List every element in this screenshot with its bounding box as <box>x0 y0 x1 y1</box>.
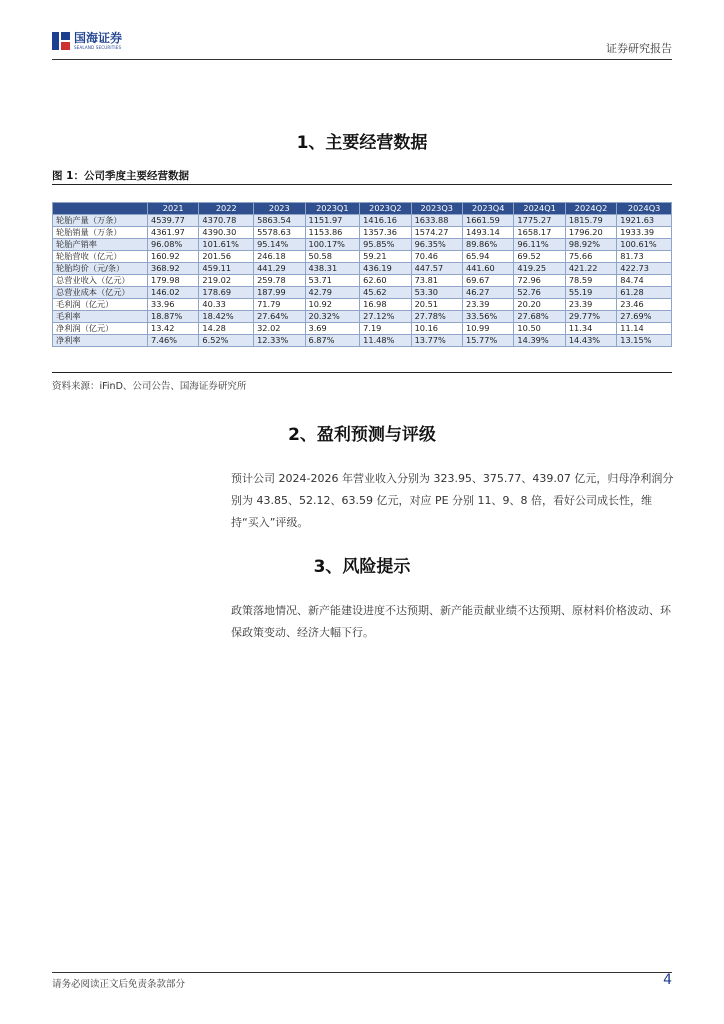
table-cell: 81.73 <box>617 250 672 262</box>
table-cell: 33.56% <box>463 310 514 322</box>
table-cell: 6.52% <box>199 334 254 346</box>
table-cell: 20.51 <box>411 298 462 310</box>
figure-title: 图 1：公司季度主要经营数据 <box>52 170 189 182</box>
table-cell: 4361.97 <box>148 226 199 238</box>
table-cell: 1357.36 <box>360 226 411 238</box>
table-cell: 72.96 <box>514 274 565 286</box>
footer-divider <box>52 972 672 973</box>
table-cell: 3.69 <box>305 322 360 334</box>
table-cell: 11.48% <box>360 334 411 346</box>
operating-data-table-wrap <box>52 202 672 347</box>
figure-bottom-rule <box>52 372 672 373</box>
section-2-paragraph: 预计公司 2024-2026 年营业收入分别为 323.95、375.77、439.07 亿元，归母净利润分别为 43.85、52.12、63.59 亿元，对应 PE 分别 11、9、8 倍，看好公司成长性，维持“买入”评级。 <box>231 472 674 529</box>
table-cell: 40.33 <box>199 298 254 310</box>
table-cell: 70.46 <box>411 250 462 262</box>
table-cell: 14.28 <box>199 322 254 334</box>
section-3-paragraph: 政策落地情况、新产能建设进度不达预期、新产能贡献业绩不达预期、原材料价格波动、环保政策变动、经济大幅下行。 <box>231 604 671 639</box>
table-cell: 53.30 <box>411 286 462 298</box>
table-cell: 96.08% <box>148 238 199 250</box>
table-cell: 100.17% <box>305 238 360 250</box>
row-label-cell: 总营业收入（亿元） <box>53 274 148 286</box>
table-column-header: 2023Q3 <box>411 203 462 215</box>
table-row <box>53 274 672 286</box>
table-cell: 20.32% <box>305 310 360 322</box>
table-cell: 18.87% <box>148 310 199 322</box>
table-cell: 59.21 <box>360 250 411 262</box>
table-cell: 55.19 <box>565 286 616 298</box>
table-cell: 50.58 <box>305 250 360 262</box>
table-cell: 178.69 <box>199 286 254 298</box>
table-row <box>53 250 672 262</box>
table-column-header: 2024Q1 <box>514 203 565 215</box>
table-cell: 95.85% <box>360 238 411 250</box>
table-cell: 419.25 <box>514 262 565 274</box>
table-cell: 6.87% <box>305 334 360 346</box>
table-cell: 23.39 <box>463 298 514 310</box>
table-cell: 246.18 <box>254 250 305 262</box>
table-column-header: 2021 <box>148 203 199 215</box>
table-cell: 12.33% <box>254 334 305 346</box>
table-cell: 11.14 <box>617 322 672 334</box>
table-cell: 95.14% <box>254 238 305 250</box>
table-cell: 1661.59 <box>463 214 514 226</box>
table-cell: 1815.79 <box>565 214 616 226</box>
table-cell: 441.29 <box>254 262 305 274</box>
row-label-cell: 毛利润（亿元） <box>53 298 148 310</box>
table-cell: 1633.88 <box>411 214 462 226</box>
table-cell: 14.39% <box>514 334 565 346</box>
table-cell: 7.19 <box>360 322 411 334</box>
table-cell: 4539.77 <box>148 214 199 226</box>
table-cell: 146.02 <box>148 286 199 298</box>
row-label-cell: 净利率 <box>53 334 148 346</box>
table-row <box>53 298 672 310</box>
row-label-cell: 总营业成本（亿元） <box>53 286 148 298</box>
table-cell: 5578.63 <box>254 226 305 238</box>
row-label-cell: 净利润（亿元） <box>53 322 148 334</box>
table-cell: 13.77% <box>411 334 462 346</box>
table-cell: 179.98 <box>148 274 199 286</box>
table-cell: 98.92% <box>565 238 616 250</box>
table-body <box>53 214 672 346</box>
table-cell: 32.02 <box>254 322 305 334</box>
table-cell: 1151.97 <box>305 214 360 226</box>
table-cell: 421.22 <box>565 262 616 274</box>
table-cell: 27.64% <box>254 310 305 322</box>
table-cell: 23.39 <box>565 298 616 310</box>
table-cell: 1574.27 <box>411 226 462 238</box>
table-cell: 447.57 <box>411 262 462 274</box>
table-cell: 187.99 <box>254 286 305 298</box>
table-cell: 1416.16 <box>360 214 411 226</box>
row-label-cell: 轮胎营收（亿元） <box>53 250 148 262</box>
table-cell: 1658.17 <box>514 226 565 238</box>
row-label-cell: 轮胎产销率 <box>53 238 148 250</box>
table-cell: 101.61% <box>199 238 254 250</box>
table-row <box>53 322 672 334</box>
table-cell: 71.79 <box>254 298 305 310</box>
table-cell: 46.27 <box>463 286 514 298</box>
section-1-title: 1、主要经营数据 <box>296 133 428 153</box>
table-cell: 62.60 <box>360 274 411 286</box>
table-row <box>53 238 672 250</box>
table-row <box>53 262 672 274</box>
table-cell: 10.50 <box>514 322 565 334</box>
table-cell: 1921.63 <box>617 214 672 226</box>
table-cell: 69.67 <box>463 274 514 286</box>
figure-source: 资料来源：iFinD、公司公告、国海证券研究所 <box>52 381 247 392</box>
logo-name-en: SEALAND SECURITIES <box>74 45 122 50</box>
table-cell: 7.46% <box>148 334 199 346</box>
table-row <box>53 286 672 298</box>
table-cell: 15.77% <box>463 334 514 346</box>
table-row <box>53 214 672 226</box>
table-cell: 422.73 <box>617 262 672 274</box>
table-row <box>53 226 672 238</box>
table-cell: 438.31 <box>305 262 360 274</box>
table-cell: 52.76 <box>514 286 565 298</box>
table-cell: 4390.30 <box>199 226 254 238</box>
table-cell: 89.86% <box>463 238 514 250</box>
table-cell: 84.74 <box>617 274 672 286</box>
table-cell: 27.69% <box>617 310 672 322</box>
table-cell: 368.92 <box>148 262 199 274</box>
table-header-row <box>53 203 672 215</box>
row-label-cell: 轮胎产量（万条） <box>53 214 148 226</box>
table-cell: 75.66 <box>565 250 616 262</box>
table-cell: 27.12% <box>360 310 411 322</box>
row-label-cell: 轮胎销量（万条） <box>53 226 148 238</box>
table-cell: 18.42% <box>199 310 254 322</box>
table-cell: 1153.86 <box>305 226 360 238</box>
table-cell: 459.11 <box>199 262 254 274</box>
section-3-title: 3、风险提示 <box>313 557 411 577</box>
table-cell: 78.59 <box>565 274 616 286</box>
table-cell: 16.98 <box>360 298 411 310</box>
table-cell: 53.71 <box>305 274 360 286</box>
page-number: 4 <box>663 972 672 988</box>
table-cell: 69.52 <box>514 250 565 262</box>
table-cell: 33.96 <box>148 298 199 310</box>
company-logo <box>52 32 122 50</box>
table-row <box>53 310 672 322</box>
table-cell: 5863.54 <box>254 214 305 226</box>
table-cell: 160.92 <box>148 250 199 262</box>
table-cell: 10.92 <box>305 298 360 310</box>
table-cell: 10.16 <box>411 322 462 334</box>
table-cell: 65.94 <box>463 250 514 262</box>
table-cell: 259.78 <box>254 274 305 286</box>
row-label-cell: 毛利率 <box>53 310 148 322</box>
table-cell: 1493.14 <box>463 226 514 238</box>
table-cell: 61.28 <box>617 286 672 298</box>
table-cell: 1775.27 <box>514 214 565 226</box>
table-cell: 96.11% <box>514 238 565 250</box>
table-cell: 13.42 <box>148 322 199 334</box>
table-cell: 4370.78 <box>199 214 254 226</box>
table-cell: 11.34 <box>565 322 616 334</box>
table-cell: 23.46 <box>617 298 672 310</box>
table-cell: 20.20 <box>514 298 565 310</box>
page-header <box>0 0 724 62</box>
table-column-header: 2023 <box>254 203 305 215</box>
table-column-header: 2023Q4 <box>463 203 514 215</box>
table-cell: 27.78% <box>411 310 462 322</box>
logo-name-cn: 国海证券 <box>74 31 123 45</box>
table-cell: 45.62 <box>360 286 411 298</box>
section-2-title: 2、盈利预测与评级 <box>288 425 436 445</box>
table-cell: 14.43% <box>565 334 616 346</box>
row-label-cell: 轮胎均价（元/条） <box>53 262 148 274</box>
table-cell: 100.61% <box>617 238 672 250</box>
logo-icon <box>52 32 70 50</box>
table-cell: 201.56 <box>199 250 254 262</box>
table-cell: 219.02 <box>199 274 254 286</box>
table-cell: 96.35% <box>411 238 462 250</box>
header-divider <box>52 59 672 60</box>
table-cell: 436.19 <box>360 262 411 274</box>
table-corner-cell <box>53 203 148 215</box>
table-cell: 29.77% <box>565 310 616 322</box>
report-type: 证券研究报告 <box>606 42 672 55</box>
table-column-header: 2022 <box>199 203 254 215</box>
table-cell: 1933.39 <box>617 226 672 238</box>
figure-top-rule <box>52 184 672 185</box>
table-cell: 441.60 <box>463 262 514 274</box>
table-column-header: 2024Q3 <box>617 203 672 215</box>
table-row <box>53 334 672 346</box>
footer-disclaimer: 请务必阅读正文后免责条款部分 <box>52 979 186 990</box>
table-cell: 13.15% <box>617 334 672 346</box>
table-column-header: 2024Q2 <box>565 203 616 215</box>
table-column-header: 2023Q2 <box>360 203 411 215</box>
table-column-header: 2023Q1 <box>305 203 360 215</box>
table-cell: 10.99 <box>463 322 514 334</box>
operating-data-table <box>52 202 672 347</box>
table-cell: 73.81 <box>411 274 462 286</box>
table-cell: 27.68% <box>514 310 565 322</box>
table-cell: 1796.20 <box>565 226 616 238</box>
table-cell: 42.79 <box>305 286 360 298</box>
